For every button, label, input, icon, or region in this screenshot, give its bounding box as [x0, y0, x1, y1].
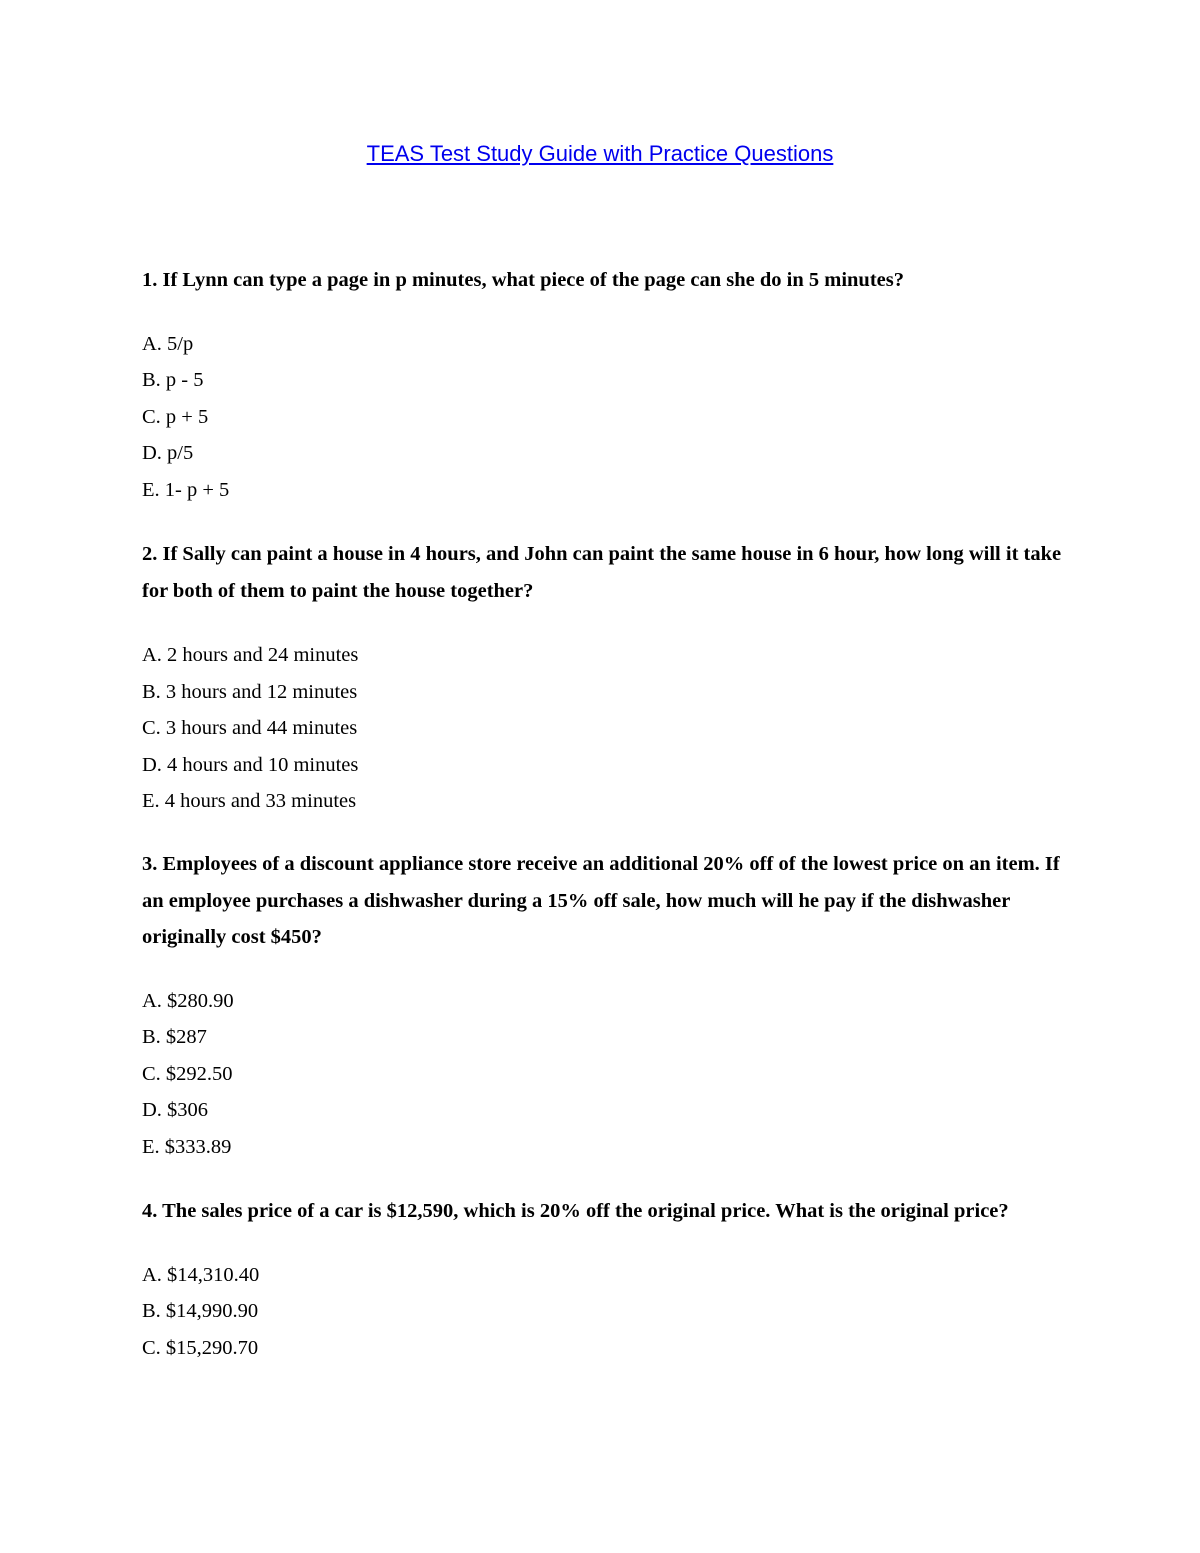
answer-options [142, 983, 1062, 1166]
answer-option: B. $14,990.90 [142, 1300, 259, 1322]
answer-option: D. p/5 [142, 442, 194, 464]
answer-option: C. $292.50 [142, 1062, 233, 1085]
question-text: 2. If Sally can paint a house in 4 hours, and John can paint the same house in 6 hour, how long will it take for both of them to paint the house together? [142, 543, 1062, 602]
answer-option: D. $306 [142, 1099, 209, 1121]
answer-option: D. 4 hours and 10 minutes [142, 753, 359, 776]
question-block [142, 262, 1062, 508]
answer-option: E. 4 hours and 33 minutes [142, 790, 357, 812]
answer-options [142, 637, 1062, 820]
document-title-link[interactable]: TEAS Test Study Guide with Practice Questions [366, 141, 834, 166]
answer-option: E. 1- p + 5 [142, 478, 230, 501]
answer-option: C. p + 5 [142, 405, 209, 428]
question-text: 1. If Lynn can type a page in p minutes, what piece of the page can she do in 5 minutes? [142, 269, 904, 291]
question-text: 4. The sales price of a car is $12,590, which is 20% off the original price. What is the original price? [142, 1200, 1009, 1222]
answer-options [142, 326, 1062, 509]
answer-option: B. $287 [142, 1026, 207, 1048]
answer-option: C. $15,290.70 [142, 1336, 259, 1359]
question-block [142, 1193, 1062, 1366]
question-block [142, 846, 1062, 1165]
answer-option: A. $14,310.40 [142, 1263, 260, 1286]
answer-option: A. 5/p [142, 332, 194, 355]
question-text: 3. Employees of a discount appliance store receive an additional 20% off of the lowest price on an item. If an employee purchases a dishwasher during a 15% off sale, how much will he pay if the dishwasher originally cost $450? [142, 853, 1060, 948]
answer-option: C. 3 hours and 44 minutes [142, 717, 358, 739]
answer-option: A. $280.90 [142, 989, 234, 1012]
answer-option: B. p - 5 [142, 369, 204, 391]
question-block [142, 536, 1062, 820]
answer-option: E. $333.89 [142, 1135, 232, 1158]
answer-option: B. 3 hours and 12 minutes [142, 680, 358, 703]
answer-option: A. 2 hours and 24 minutes [142, 644, 359, 666]
answer-options [142, 1257, 1062, 1367]
